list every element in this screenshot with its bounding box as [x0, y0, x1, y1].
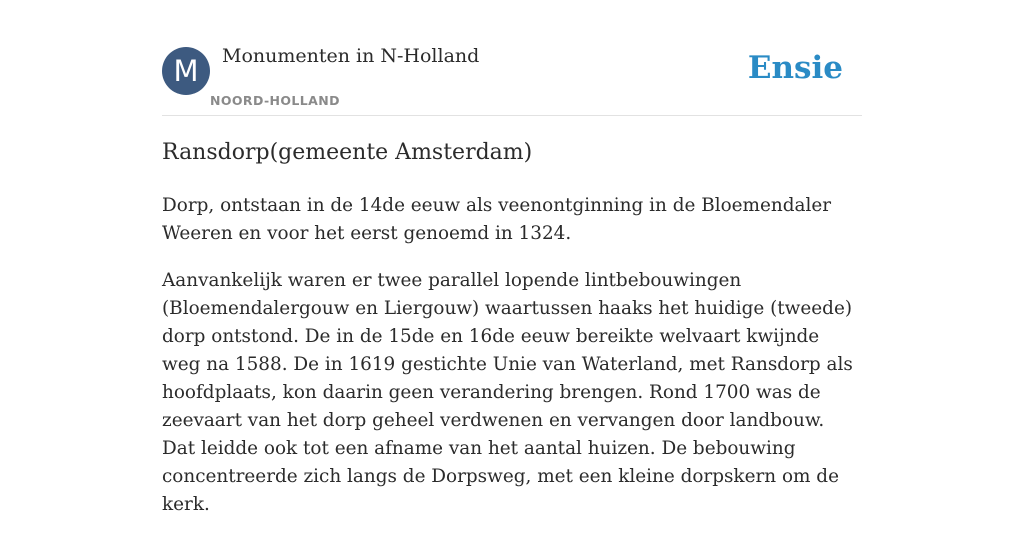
collection-avatar[interactable]: M	[162, 47, 210, 95]
collection-title-link[interactable]: Monumenten in N-Holland	[222, 45, 480, 67]
article-paragraph: Dorp, ontstaan in de 14de eeuw als veenontginning in de Bloemendaler Weeren en voor het eerst genoemd in 1324.	[162, 195, 832, 244]
ensie-logo[interactable]: Ensie	[747, 50, 843, 86]
header	[162, 0, 862, 116]
page-container	[162, 0, 862, 515]
article-title: Ransdorp(gemeente Amsterdam)	[162, 140, 533, 165]
article-body	[162, 192, 862, 538]
article-paragraph: Aanvankelijk waren er twee parallel lopende lintbebouwingen (Bloemendalergouw en Liergouw) waartussen haaks het huidige (tweede) dorp ontstond. De in de 15de en 16de eeuw bereikte welvaart kwijnde weg na 1588. De in 1619 gestichte Unie van Waterland, met Ransdorp als hoofdplaats, kon daarin geen verandering brengen. Rond 1700 was de zeevaart van het dorp geheel verdwenen en vervangen door landbouw. Dat leidde ook tot een afname van het aantal huizen. De bebouwing concentreerde zich langs de Dorpsweg, met een kleine dorpskern om de kerk.	[162, 270, 853, 515]
collection-subtitle-link[interactable]: NOORD-HOLLAND	[210, 93, 340, 108]
